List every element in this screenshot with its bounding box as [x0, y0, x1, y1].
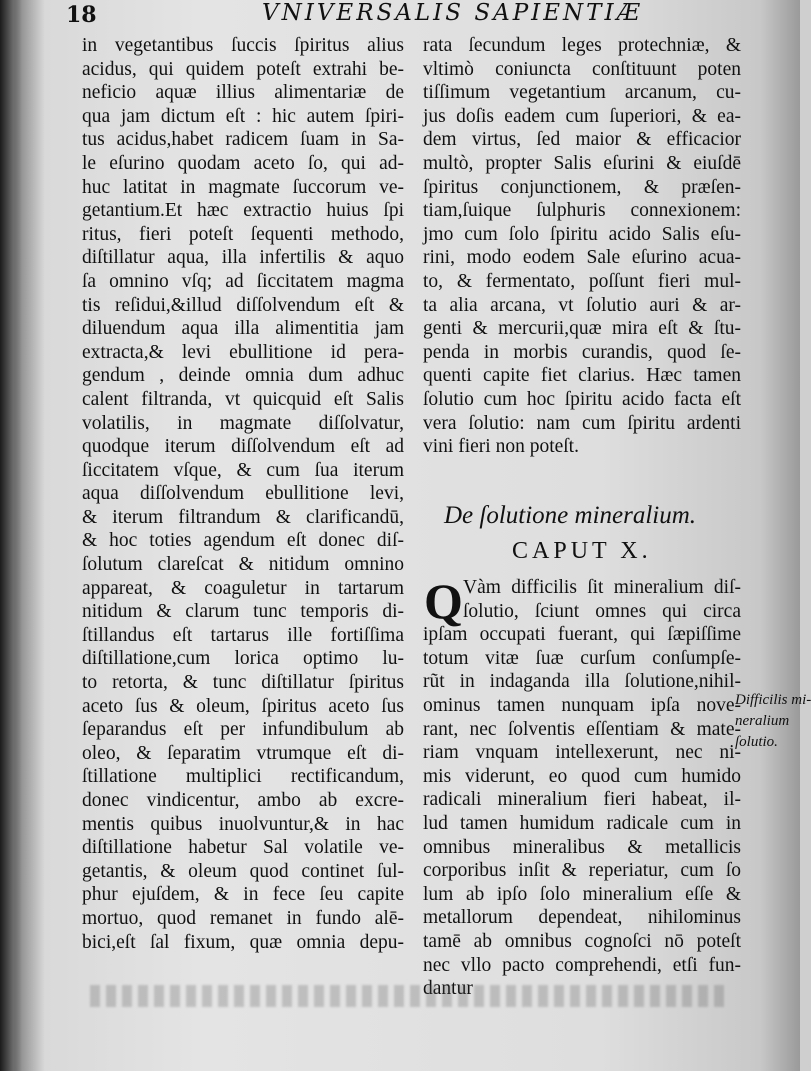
text-line: lud tamen humidum radicale cum in [423, 812, 741, 834]
text-line: riam vnquam intellexerunt, nec ni- [423, 742, 741, 764]
text-line: vini fieri non poteſt. [423, 436, 579, 458]
text-line: ta alia arcana, vt ſolutio auri & ar- [423, 294, 741, 316]
text-line: le eſurino quodam aceto ſo, qui ad- [82, 152, 404, 174]
text-line: penda in morbis curandis, quod ſe- [423, 341, 741, 363]
text-line: tiam,ſuique ſulphuris connexionem: [423, 200, 741, 222]
text-line: vera ſolutio: nam cum ſpiritu ardenti [423, 412, 741, 434]
left-column [82, 34, 404, 954]
right-column [423, 34, 741, 459]
text-line: nec vllo pacto comprehendi, etſi fun- [423, 954, 741, 976]
text-line: tiſſimum vegetantium arcanum, cu- [423, 82, 741, 104]
text-line: ſolutio cum hoc ſpiritu acido facta eſt [423, 388, 741, 410]
text-line: rũt in indaganda illa ſolutione,nihil- [423, 671, 741, 693]
text-line: extracta,& levi ebullitione id pera- [82, 341, 404, 363]
text-line: ſpiritus conjunctionem, & præſen- [423, 176, 741, 198]
text-line: mentis quibus inuolvuntur,& in hac [82, 813, 404, 835]
running-head: VNIVERSALIS SAPIENTIÆ [262, 0, 643, 26]
text-line: tus acidus,habet radicem ſuam in Sa- [82, 129, 404, 151]
text-line: to, & fermentato, poſſunt fieri mul- [423, 270, 741, 292]
text-line: metallorum dependeat, nihilominus [423, 907, 741, 929]
text-line: gendum , deinde omnia dum adhuc [82, 365, 404, 387]
text-line: diſtillatione habetur Sal volatile ve- [82, 837, 404, 859]
text-line: mis viderunt, eo quod cum humido [423, 765, 741, 787]
text-line: diluendum aqua illa alimentitia jam [82, 318, 404, 340]
binding-shadow [0, 0, 22, 1071]
text-line: phur ejuſdem, & in fece ſeu capite [82, 884, 404, 906]
marginal-line: ſolutio. [735, 734, 778, 750]
text-line: to retorta, & tunc diſtillatur ſpiritus [82, 672, 404, 694]
section-title: De ſolutione mineralium. [444, 502, 697, 529]
text-line: tis reſidui,&illud diſſolvendum eſt & [82, 294, 404, 316]
text-line: multò, propter Salis eſurini & eiuſdē [423, 152, 741, 174]
text-line: Vàm difficilis ſit mineralium diſ- [463, 577, 741, 598]
text-line: ſtillatione multiplici rectificandum, [82, 766, 404, 788]
text-line: appareat, & coaguletur in tartarum [82, 577, 404, 599]
drop-cap: Q [424, 573, 463, 629]
text-line: ſtillandus eſt tartarus ille fortiſſima [82, 624, 404, 646]
marginal-line: neralium [735, 713, 790, 729]
text-line: omnibus mineralibus & metallicis [423, 836, 741, 858]
text-line: volatilis, in magmate diſſolvatur, [82, 412, 404, 434]
text-line: ſiccitatem vſque, & cum ſua iterum [82, 459, 404, 481]
marginal-line: Difficilis mi- [735, 692, 811, 708]
text-line: ſolutio, ſciunt omnes qui circa [463, 600, 741, 622]
text-line: ritus, fieri poteſt ſequenti methodo, [82, 223, 404, 245]
text-line: lum ab ipſo ſolo mineralium eſſe & [423, 883, 741, 905]
text-line: calent filtranda, vt quicquid eſt Salis [82, 388, 404, 410]
text-line: quodque iterum diſſolvendum eſt ad [82, 436, 404, 458]
text-line: rata ſecundum leges protechniæ, & [423, 35, 741, 56]
text-line: ipſam occupati fuerant, qui ſæpiſſime [423, 624, 741, 646]
text-line: getantium.Et hæc extractio huius ſpi [82, 200, 404, 222]
text-line: in vegetantibus ſuccis ſpiritus alius [82, 35, 404, 56]
text-line: mortuo, quod remanet in fundo alē- [82, 907, 404, 929]
text-line: jus doſis eadem cum ſuperiori, & ea- [423, 105, 741, 127]
text-line: & iterum filtrandum & clarificandū, [82, 506, 404, 528]
text-line: bici,eſt ſal fixum, quæ omnia depu- [82, 931, 404, 953]
marginal-note [735, 690, 811, 753]
text-line: vltimò coniuncta conſtituunt poten [423, 58, 741, 80]
text-line: getantis, & oleum quod continet ſul- [82, 860, 404, 882]
text-line: rant, nec ſolventis eſſentiam & mate- [423, 718, 741, 740]
text-line: oleo, & ſeparatim vtrumque eſt di- [82, 742, 404, 764]
text-line: ominus tamen nunquam ipſa nove- [423, 694, 741, 716]
text-line: neficio aquæ illius alimentariæ de [82, 82, 404, 104]
text-line: aqua diſſolvendum ebullitione levi, [82, 483, 404, 505]
text-line: & hoc toties agendum eſt donec diſ- [82, 530, 404, 552]
text-line: aceto ſus & oleum, ſpiritus aceto ſus [82, 695, 404, 717]
text-line: jmo cum ſolo ſpiritu acido Salis eſu- [423, 223, 741, 245]
text-line: dem virtus, ſed maior & efficacior [423, 129, 741, 151]
text-line: genti & mercurii,quæ mira eſt & ſtu- [423, 318, 741, 340]
text-line: corporibus inſit & reperiatur, cum ſo [423, 860, 741, 882]
bleed-through [90, 985, 730, 1007]
text-line: diſtillatione,cum lorica optimo lu- [82, 648, 404, 670]
text-line: totum vitæ ſuæ curſum conſumpſe- [423, 647, 741, 669]
text-line: ſolutum clareſcat & nitidum omnino [82, 554, 404, 576]
text-line: dantur [423, 978, 473, 1000]
text-line: qua jam dictum eſt : hic autem ſpiri- [82, 105, 404, 127]
page-number: 18 [66, 2, 97, 28]
text-line: tamē ab omnibus cognoſci nō poteſt [423, 930, 741, 952]
text-line: huc latitat in magmate ſuccorum ve- [82, 176, 404, 198]
text-line: radicali mineralium fieri habeat, il- [423, 789, 741, 811]
text-line: diſtillatur aqua, illa infertilis & aquo [82, 247, 404, 269]
text-line: acidus, qui quidem poteſt extrahi be- [82, 58, 404, 80]
text-line: rini, modo eodem Sale eſurino acua- [423, 247, 741, 269]
chapter-text [423, 573, 741, 1001]
text-line: donec vindicentur, ambo ab excre- [82, 790, 404, 811]
chapter-heading: CAPUT X. [512, 538, 652, 564]
text-line: nitidum & clarum tunc temporis di- [82, 601, 404, 623]
text-line: quenti capite fiet clarius. Hæc tamen [423, 365, 741, 387]
text-line: ſa omnino vſq; ad ſiccitatem magma [82, 270, 404, 292]
text-line: ſeparandus eſt per infundibulum ab [82, 719, 404, 741]
